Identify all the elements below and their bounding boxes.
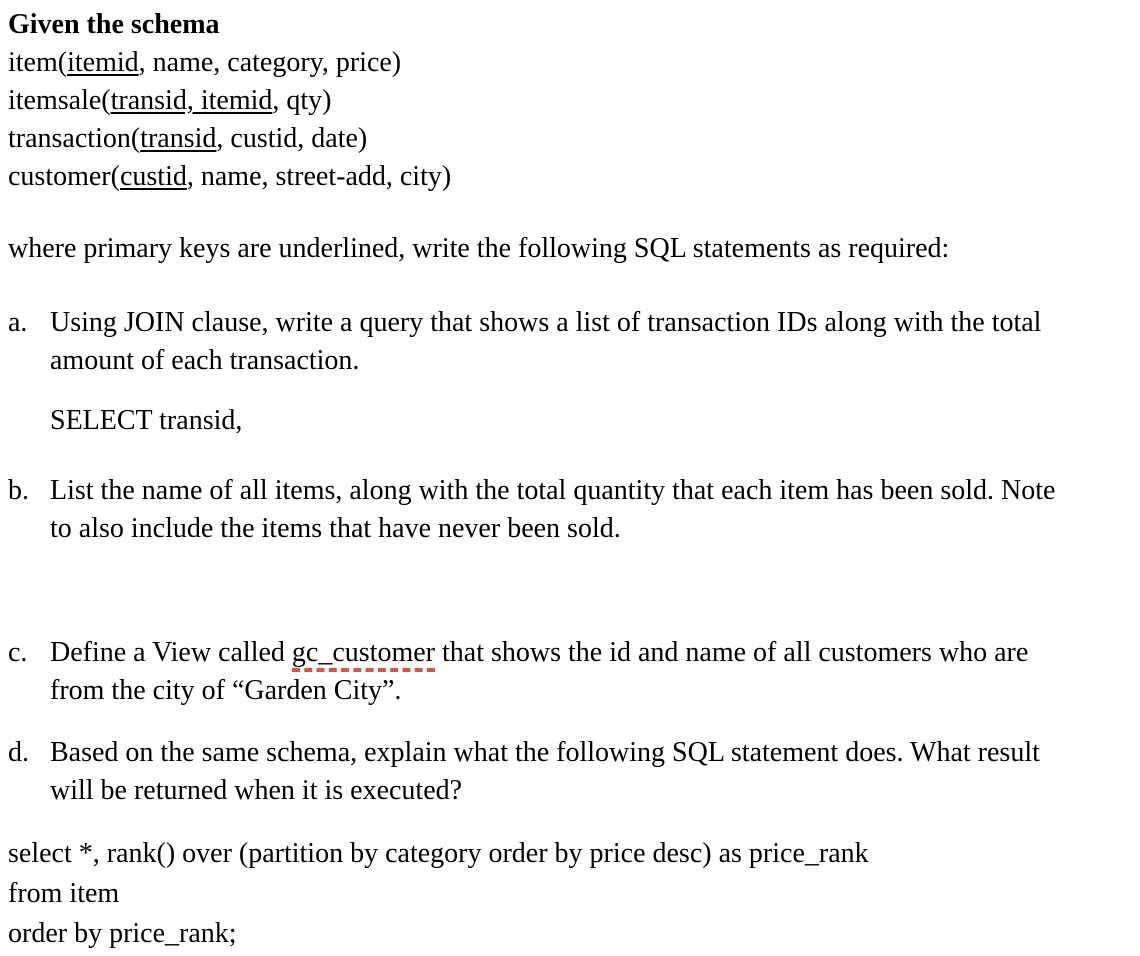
question-d-label: d. [8, 737, 29, 768]
relation-pre-text: customer( [8, 161, 120, 192]
relation-pre-text: item( [8, 47, 68, 78]
question-b-line1: List the name of all items, along with the total quantity that each item has been sold. Note [50, 475, 1056, 506]
question-d-line1: Based on the same schema, explain what the following SQL statement does. What result [50, 737, 1040, 768]
relation-pre-text: transaction( [8, 123, 141, 154]
relation-post-text: , name, category, price) [138, 47, 402, 78]
question-c-line2: from the city of “Garden City”. [50, 675, 402, 706]
question-c [8, 634, 1134, 710]
primary-key-custid: custid [119, 161, 187, 192]
question-c-line1-post: that shows the id and name of all customers who are [434, 637, 1029, 668]
primary-key-transid-itemid: transid, itemid [110, 85, 273, 116]
question-b-line2: to also include the items that have never been sold. [50, 513, 621, 544]
schema-relation-itemsale [8, 82, 1134, 120]
question-b [8, 472, 1134, 548]
question-d [8, 734, 1134, 810]
relation-post-text: , custid, date) [216, 123, 368, 154]
question-c-label: c. [8, 637, 28, 668]
schema-block [8, 44, 1134, 196]
question-a-line2: amount of each transaction. [50, 345, 360, 376]
sql-from-line: from item [8, 878, 120, 909]
relation-pre-text: itemsale( [8, 85, 111, 116]
question-a-line1: Using JOIN clause, write a query that shows a list of transaction IDs along with the total [50, 307, 1042, 338]
answer-a-sql-start: SELECT transid, [50, 405, 243, 436]
primary-key-itemid: itemid [67, 47, 139, 78]
relation-post-text: , name, street-add, city) [186, 161, 452, 192]
question-b-label: b. [8, 475, 29, 506]
sql-statement-block [8, 834, 1134, 954]
schema-heading: Given the schema [8, 9, 220, 40]
sql-select-line: select *, rank() over (partition by category order by price desc) as price_rank [8, 838, 869, 869]
schema-relation-transaction [8, 120, 1134, 158]
sql-orderby-line: order by price_rank; [8, 918, 237, 949]
question-d-line2: will be returned when it is executed? [50, 775, 463, 806]
schema-relation-item [8, 44, 1134, 82]
instructions-text: where primary keys are underlined, write the following SQL statements as required: [8, 233, 950, 264]
question-c-line1-pre: Define a View called [50, 637, 292, 668]
schema-relation-customer [8, 158, 1134, 196]
question-c-line1 [50, 634, 1134, 672]
primary-key-transid: transid [140, 123, 217, 154]
question-a [8, 304, 1134, 380]
relation-post-text: , qty) [272, 85, 332, 116]
question-a-label: a. [8, 307, 28, 338]
misspelled-word-gc-customer: gc_customer [292, 637, 435, 672]
